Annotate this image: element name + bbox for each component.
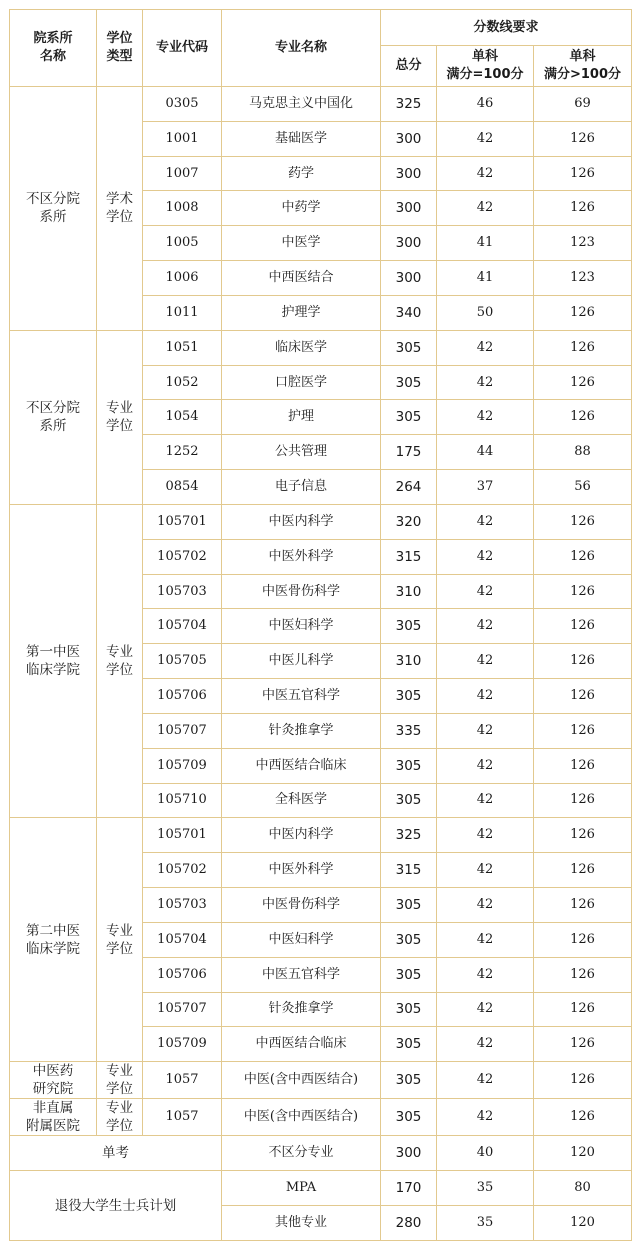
single-over-100-cell: 126	[534, 330, 632, 365]
total-cell: 305	[381, 922, 437, 957]
code-cell: 0854	[143, 470, 222, 505]
single-over-100-cell: 126	[534, 156, 632, 191]
single-over-100-cell: 126	[534, 1062, 632, 1099]
special-plan-cell: 退役大学生士兵计划	[10, 1171, 222, 1241]
dept-label: 非直属 附属医院	[26, 1100, 80, 1135]
single-over-100-cell: 126	[534, 853, 632, 888]
single-100-cell: 42	[437, 330, 534, 365]
code-cell: 1057	[143, 1062, 222, 1099]
total-cell: 305	[381, 1027, 437, 1062]
table-row	[10, 330, 632, 365]
single-over-100-cell: 126	[534, 922, 632, 957]
degree-label: 专业 学位	[106, 1100, 133, 1135]
total-cell: 305	[381, 609, 437, 644]
code-cell: 105709	[143, 1027, 222, 1062]
total-cell: 305	[381, 957, 437, 992]
single-100-cell: 42	[437, 156, 534, 191]
code-cell: 1011	[143, 295, 222, 330]
name-cell: 中医外科学	[222, 853, 381, 888]
degree-label: 学术 学位	[106, 191, 133, 226]
total-cell: 305	[381, 330, 437, 365]
total-cell: 280	[381, 1206, 437, 1241]
table-row	[10, 1099, 632, 1136]
single-over-100-cell: 126	[534, 504, 632, 539]
total-cell: 300	[381, 121, 437, 156]
total-cell: 305	[381, 992, 437, 1027]
code-cell: 1007	[143, 156, 222, 191]
single-over-100-cell: 69	[534, 87, 632, 122]
single-100-cell: 41	[437, 261, 534, 296]
single-over-100-cell: 126	[534, 783, 632, 818]
name-cell: 中西医结合	[222, 261, 381, 296]
dept-cell	[10, 504, 97, 817]
name-cell: MPA	[222, 1171, 381, 1206]
code-cell: 1008	[143, 191, 222, 226]
header-single-100: 单科 满分=100分	[437, 46, 534, 87]
single-100-cell: 42	[437, 644, 534, 679]
single-100-cell: 40	[437, 1136, 534, 1171]
name-cell: 药学	[222, 156, 381, 191]
code-cell: 105706	[143, 957, 222, 992]
code-cell: 105704	[143, 922, 222, 957]
degree-label: 专业 学位	[106, 1063, 133, 1098]
total-cell: 305	[381, 748, 437, 783]
name-cell: 中医(含中西医结合)	[222, 1099, 381, 1136]
single-100-cell: 42	[437, 1062, 534, 1099]
single-100-cell: 42	[437, 748, 534, 783]
dept-cell	[10, 330, 97, 504]
table-row	[10, 1136, 632, 1171]
single-over-100-cell: 56	[534, 470, 632, 505]
table-row	[10, 1171, 632, 1206]
code-cell: 105706	[143, 679, 222, 714]
total-cell: 305	[381, 1099, 437, 1136]
name-cell: 针灸推拿学	[222, 992, 381, 1027]
name-cell: 中西医结合临床	[222, 1027, 381, 1062]
degree-label: 专业 学位	[106, 644, 133, 679]
code-cell: 105701	[143, 818, 222, 853]
single-100-cell: 37	[437, 470, 534, 505]
table-row	[10, 1062, 632, 1099]
total-cell: 325	[381, 87, 437, 122]
single-over-100-cell: 126	[534, 609, 632, 644]
code-cell: 0305	[143, 87, 222, 122]
single-100-cell: 42	[437, 504, 534, 539]
header-total: 总分	[381, 46, 437, 87]
degree-cell	[97, 330, 143, 504]
degree-cell	[97, 87, 143, 331]
single-100-cell: 42	[437, 957, 534, 992]
single-over-100-cell: 123	[534, 226, 632, 261]
single-over-100-cell: 126	[534, 1099, 632, 1136]
code-cell: 105704	[143, 609, 222, 644]
total-cell: 305	[381, 888, 437, 923]
total-cell: 175	[381, 435, 437, 470]
single-over-100-cell: 126	[534, 400, 632, 435]
code-cell: 105705	[143, 644, 222, 679]
dept-cell	[10, 1062, 97, 1099]
total-cell: 300	[381, 261, 437, 296]
total-cell: 340	[381, 295, 437, 330]
total-cell: 300	[381, 226, 437, 261]
code-cell: 1006	[143, 261, 222, 296]
name-cell: 中医妇科学	[222, 922, 381, 957]
total-cell: 305	[381, 783, 437, 818]
score-line-table	[9, 9, 632, 1241]
dept-label: 不区分院 系所	[26, 191, 80, 226]
total-cell: 305	[381, 679, 437, 714]
dept-label: 第一中医 临床学院	[26, 644, 80, 679]
code-cell: 105703	[143, 574, 222, 609]
degree-label: 专业 学位	[106, 400, 133, 435]
table-body	[10, 87, 632, 1241]
total-cell: 305	[381, 365, 437, 400]
degree-cell	[97, 1099, 143, 1136]
code-cell: 105703	[143, 888, 222, 923]
dept-label: 第二中医 临床学院	[26, 922, 80, 957]
single-over-100-cell: 120	[534, 1206, 632, 1241]
name-cell: 中医骨伤科学	[222, 888, 381, 923]
single-100-cell: 42	[437, 539, 534, 574]
single-over-100-cell: 126	[534, 1027, 632, 1062]
special-plan-cell: 单考	[10, 1136, 222, 1171]
single-over-100-cell: 123	[534, 261, 632, 296]
name-cell: 中医妇科学	[222, 609, 381, 644]
header-score-requirement: 分数线要求	[381, 10, 632, 46]
header-single-over-100: 单科 满分>100分	[534, 46, 632, 87]
single-100-cell: 42	[437, 121, 534, 156]
single-100-cell: 42	[437, 365, 534, 400]
total-cell: 305	[381, 400, 437, 435]
single-100-cell: 42	[437, 853, 534, 888]
code-cell: 1051	[143, 330, 222, 365]
single-over-100-cell: 80	[534, 1171, 632, 1206]
single-100-cell: 42	[437, 679, 534, 714]
total-cell: 320	[381, 504, 437, 539]
name-cell: 全科医学	[222, 783, 381, 818]
name-cell: 中医五官科学	[222, 957, 381, 992]
single-100-cell: 42	[437, 888, 534, 923]
code-cell: 105710	[143, 783, 222, 818]
code-cell: 105702	[143, 539, 222, 574]
name-cell: 中医儿科学	[222, 644, 381, 679]
dept-cell	[10, 87, 97, 331]
table-row	[10, 504, 632, 539]
single-100-cell: 35	[437, 1171, 534, 1206]
single-over-100-cell: 126	[534, 713, 632, 748]
dept-cell	[10, 818, 97, 1062]
name-cell: 其他专业	[222, 1206, 381, 1241]
dept-label: 中医药 研究院	[32, 1063, 74, 1098]
single-over-100-cell: 126	[534, 295, 632, 330]
total-cell: 310	[381, 574, 437, 609]
single-over-100-cell: 88	[534, 435, 632, 470]
name-cell: 公共管理	[222, 435, 381, 470]
total-cell: 264	[381, 470, 437, 505]
degree-cell	[97, 504, 143, 817]
total-cell: 310	[381, 644, 437, 679]
table-row	[10, 87, 632, 122]
total-cell: 335	[381, 713, 437, 748]
table-row	[10, 818, 632, 853]
header-code: 专业代码	[143, 10, 222, 87]
single-100-cell: 42	[437, 922, 534, 957]
name-cell: 临床医学	[222, 330, 381, 365]
single-over-100-cell: 126	[534, 748, 632, 783]
single-over-100-cell: 126	[534, 818, 632, 853]
code-cell: 105707	[143, 992, 222, 1027]
single-over-100-cell: 126	[534, 574, 632, 609]
single-over-100-cell: 126	[534, 957, 632, 992]
single-100-cell: 42	[437, 191, 534, 226]
code-cell: 1001	[143, 121, 222, 156]
header-degree: 学位 类型	[97, 10, 143, 87]
name-cell: 电子信息	[222, 470, 381, 505]
total-cell: 300	[381, 191, 437, 226]
single-100-cell: 42	[437, 1027, 534, 1062]
total-cell: 300	[381, 156, 437, 191]
single-100-cell: 42	[437, 713, 534, 748]
single-over-100-cell: 126	[534, 888, 632, 923]
name-cell: 中西医结合临床	[222, 748, 381, 783]
code-cell: 105702	[143, 853, 222, 888]
single-100-cell: 41	[437, 226, 534, 261]
single-100-cell: 42	[437, 992, 534, 1027]
name-cell: 不区分专业	[222, 1136, 381, 1171]
name-cell: 护理	[222, 400, 381, 435]
single-over-100-cell: 126	[534, 644, 632, 679]
single-100-cell: 42	[437, 783, 534, 818]
degree-cell	[97, 818, 143, 1062]
single-100-cell: 42	[437, 609, 534, 644]
name-cell: 中医(含中西医结合)	[222, 1062, 381, 1099]
code-cell: 1054	[143, 400, 222, 435]
dept-label: 不区分院 系所	[26, 400, 80, 435]
name-cell: 护理学	[222, 295, 381, 330]
total-cell: 325	[381, 818, 437, 853]
name-cell: 中医五官科学	[222, 679, 381, 714]
name-cell: 中医学	[222, 226, 381, 261]
code-cell: 105707	[143, 713, 222, 748]
single-100-cell: 42	[437, 400, 534, 435]
degree-label: 专业 学位	[106, 922, 133, 957]
total-cell: 305	[381, 1062, 437, 1099]
code-cell: 105709	[143, 748, 222, 783]
single-over-100-cell: 126	[534, 191, 632, 226]
total-cell: 170	[381, 1171, 437, 1206]
single-100-cell: 44	[437, 435, 534, 470]
name-cell: 中医内科学	[222, 504, 381, 539]
single-over-100-cell: 126	[534, 992, 632, 1027]
name-cell: 基础医学	[222, 121, 381, 156]
name-cell: 马克思主义中国化	[222, 87, 381, 122]
code-cell: 105701	[143, 504, 222, 539]
single-100-cell: 35	[437, 1206, 534, 1241]
single-100-cell: 42	[437, 1099, 534, 1136]
code-cell: 1052	[143, 365, 222, 400]
single-100-cell: 42	[437, 818, 534, 853]
single-over-100-cell: 126	[534, 679, 632, 714]
single-100-cell: 50	[437, 295, 534, 330]
total-cell: 315	[381, 539, 437, 574]
code-cell: 1005	[143, 226, 222, 261]
single-100-cell: 46	[437, 87, 534, 122]
single-over-100-cell: 126	[534, 539, 632, 574]
name-cell: 中药学	[222, 191, 381, 226]
single-over-100-cell: 120	[534, 1136, 632, 1171]
total-cell: 300	[381, 1136, 437, 1171]
code-cell: 1252	[143, 435, 222, 470]
name-cell: 中医外科学	[222, 539, 381, 574]
total-cell: 315	[381, 853, 437, 888]
degree-cell	[97, 1062, 143, 1099]
header-dept: 院系所 名称	[10, 10, 97, 87]
name-cell: 针灸推拿学	[222, 713, 381, 748]
single-over-100-cell: 126	[534, 121, 632, 156]
name-cell: 中医骨伤科学	[222, 574, 381, 609]
dept-cell	[10, 1099, 97, 1136]
name-cell: 口腔医学	[222, 365, 381, 400]
single-over-100-cell: 126	[534, 365, 632, 400]
header-name: 专业名称	[222, 10, 381, 87]
single-100-cell: 42	[437, 574, 534, 609]
code-cell: 1057	[143, 1099, 222, 1136]
name-cell: 中医内科学	[222, 818, 381, 853]
